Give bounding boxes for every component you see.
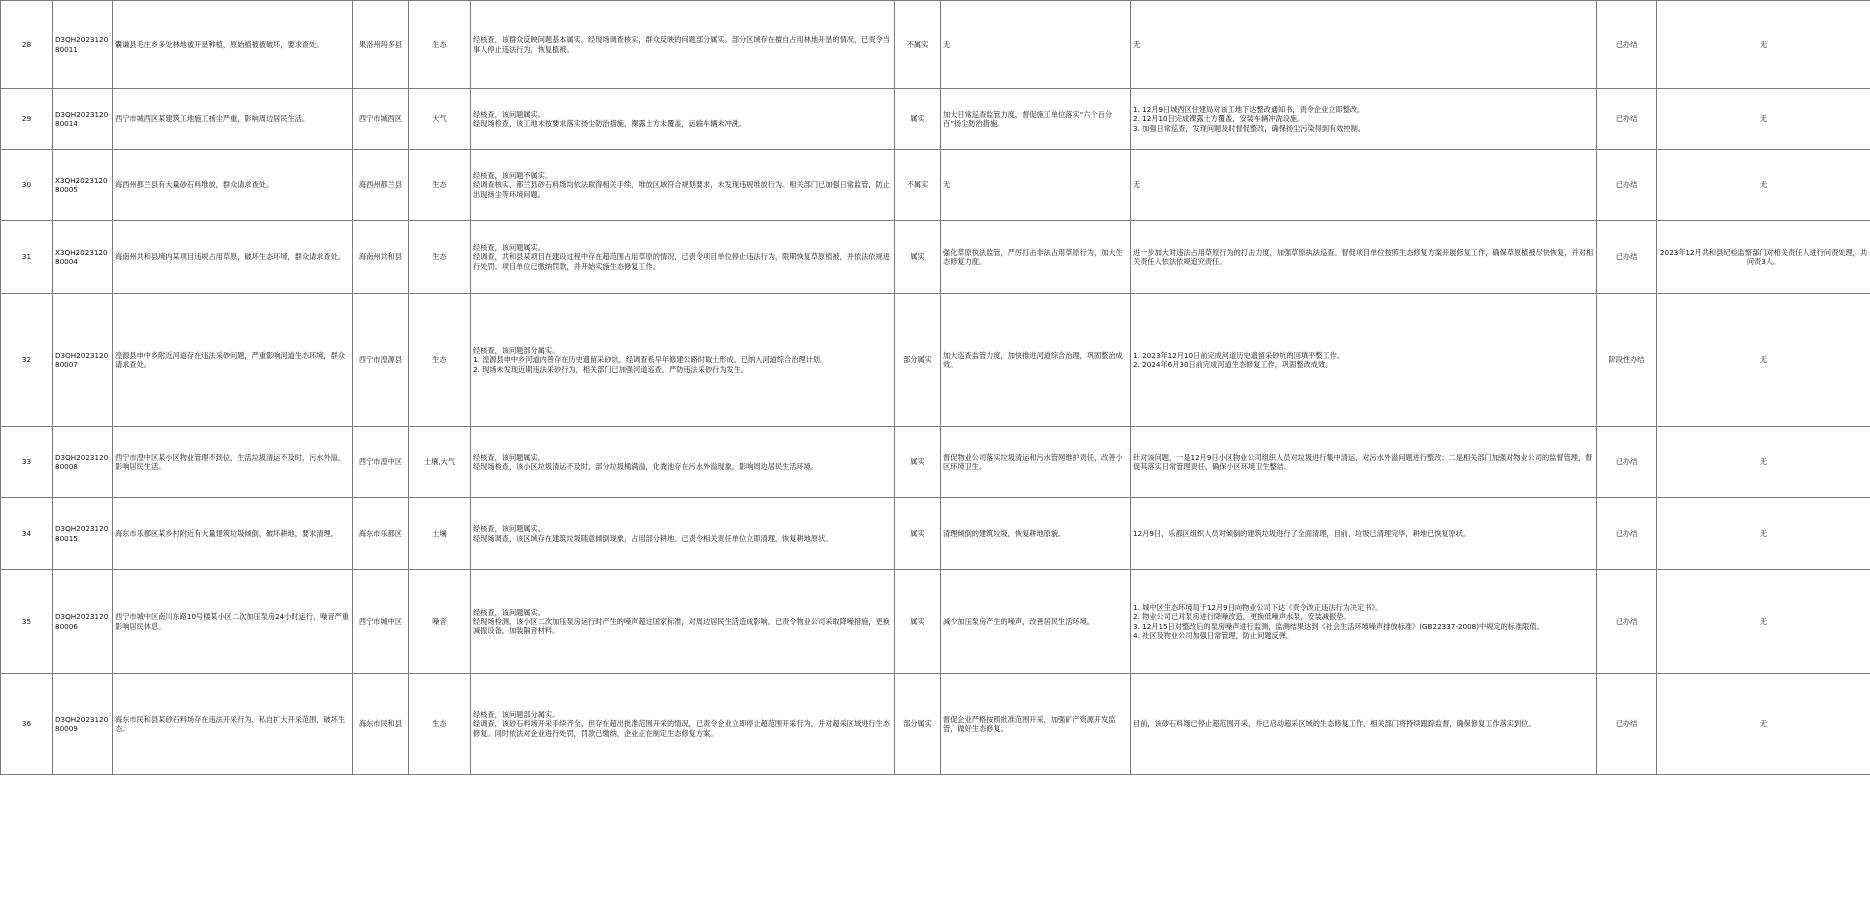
accountability (1657, 674, 1870, 775)
pollution-type-text: 土壤,大气 (423, 457, 456, 467)
accountability (1657, 294, 1870, 427)
case-status-text: 已办结 (1615, 719, 1638, 729)
pollution-type (409, 570, 471, 674)
accountability-text: 无 (1759, 719, 1768, 729)
rectification-measure-text: 加大巡查监管力度，加快推进河道综合治理，巩固整治成效。 (943, 350, 1123, 369)
region-text: 西宁市湟中区 (358, 457, 403, 467)
accountability-text: 无 (1759, 355, 1768, 365)
accountability-text: 无 (1759, 114, 1768, 124)
verdict-text: 属实 (910, 252, 925, 262)
pollution-type-text: 噪音 (432, 616, 447, 626)
case-status (1597, 674, 1657, 775)
table-row (1, 427, 1870, 498)
case-status (1597, 150, 1657, 221)
accountability-text: 无 (1759, 528, 1768, 538)
case-code-text: D3QH202312080009 (55, 714, 109, 733)
rectification-progress-text: 12月9日，乐都区组织人员对倾倒的建筑垃圾进行了全面清理，目前，垃圾已清理完毕，耕地已恢复原状。 (1133, 528, 1471, 538)
case-code (53, 674, 113, 775)
case-code (53, 570, 113, 674)
rectification-measure-text: 强化草原执法监管，严厉打击非法占用草原行为，加大生态修复力度。 (943, 247, 1123, 266)
region (353, 674, 409, 775)
case-code-text: D3QH202312080014 (55, 109, 109, 128)
verdict-text: 属实 (910, 528, 925, 538)
issue-description (113, 1, 353, 89)
rectification-progress-text: 进一步加大对违法占用草原行为的打击力度，加强草原执法巡查。督促项目单位按照生态修复方案开展修复工作，确保草原植被尽快恢复，并对相关责任人依法依规追究责任。 (1133, 247, 1594, 266)
accountability-text: 无 (1759, 616, 1768, 626)
table-row (1, 674, 1870, 775)
pollution-type-text: 土壤 (432, 528, 447, 538)
rectification-measure (941, 498, 1131, 570)
rectification-progress-text: 1. 城中区生态环境局于12月9日向物业公司下达《责令改正违法行为决定书》。 2. 物业公司已对泵房进行降噪改造，更换低噪声水泵，安装减振垫。 3. 12月15日对整改后的泵房噪声进行监测，监测结果达到《社会生活环境噪声排放标准》(GB22337-2008)中规定的标准限值。 4. 社区及物业公司加强日常管理，防止问题反弹。 (1133, 603, 1544, 640)
rectification-measure-text: 无 (943, 39, 951, 49)
case-status (1597, 570, 1657, 674)
rectification-progress-text: 无 (1133, 180, 1141, 190)
issue-description-text: 西宁市湟中区某小区物业管理不到位，生活垃圾清运不及时，污水外溢，影响居民生活。 (115, 452, 346, 471)
pollution-type (409, 498, 471, 570)
case-code-text: D3QH202312080006 (55, 612, 109, 631)
verdict-text: 属实 (910, 114, 925, 124)
row-number-text: 34 (21, 528, 32, 538)
table-row (1, 498, 1870, 570)
investigation-finding-text: 经核查，该问题属实。 经现场调查，该区域存在建筑垃圾随意倾倒现象，占用部分耕地。已责令相关责任单位立即清理，恢复耕地原状。 (473, 524, 833, 543)
rectification-progress (1131, 674, 1597, 775)
investigation-finding (471, 294, 895, 427)
case-code-text: D3QH202312080007 (55, 350, 109, 369)
pollution-type (409, 1, 471, 89)
case-code (53, 1, 113, 89)
accountability (1657, 1, 1870, 89)
investigation-finding-text: 经核查，该问题属实。 经现场检查，该工地未按要求落实扬尘防治措施，裸露土方未覆盖，运输车辆未冲洗。 (473, 109, 747, 128)
rectification-measure (941, 570, 1131, 674)
region (353, 1, 409, 89)
verdict (895, 150, 941, 221)
region-text: 西宁市湟源县 (358, 355, 403, 365)
region (353, 570, 409, 674)
investigation-finding (471, 674, 895, 775)
verdict-text: 属实 (910, 457, 925, 467)
issue-description-text: 海东市乐都区某乡村附近有大量建筑垃圾倾倒，破坏耕地，要求清理。 (115, 528, 338, 538)
row-number (1, 89, 53, 150)
rectification-progress (1131, 427, 1597, 498)
rectification-measure-text: 清理倾倒的建筑垃圾，恢复耕地原貌。 (943, 528, 1066, 538)
verdict-text: 属实 (910, 616, 925, 626)
rectification-measure (941, 221, 1131, 294)
region-text: 西宁市城中区 (358, 616, 403, 626)
row-number-text: 35 (21, 616, 32, 626)
issue-description (113, 221, 353, 294)
issue-description-text: 囊谦县毛庄乡多处林地被开垦种植，原始植被被破坏，要求查处。 (115, 39, 324, 49)
rectification-measure-text: 减少加压泵房产生的噪声，改善居民生活环境。 (943, 616, 1094, 626)
row-number (1, 150, 53, 221)
table-row (1, 294, 1870, 427)
verdict-text: 部分属实 (903, 355, 932, 365)
pollution-type-text: 生态 (432, 39, 447, 49)
rectification-measure (941, 294, 1131, 427)
verdict (895, 89, 941, 150)
region (353, 427, 409, 498)
rectification-progress-text: 针对该问题，一是12月9日小区物业公司组织人员对垃圾进行集中清运，对污水外溢问题进行整改；二是相关部门加强对物业公司的监督管理，督促其落实日常管理责任，确保小区环境卫生整洁。 (1133, 452, 1593, 471)
region (353, 221, 409, 294)
case-status (1597, 427, 1657, 498)
pollution-type-text: 大气 (432, 114, 447, 124)
pollution-type (409, 674, 471, 775)
case-code (53, 150, 113, 221)
rectification-progress (1131, 570, 1597, 674)
rectification-measure (941, 89, 1131, 150)
case-status-text: 已办结 (1615, 457, 1638, 467)
case-status (1597, 498, 1657, 570)
rectification-measure (941, 427, 1131, 498)
rectification-measure-text: 督促物业公司落实垃圾清运和污水管网维护责任，改善小区环境卫生。 (943, 452, 1123, 471)
row-number (1, 674, 53, 775)
row-number-text: 33 (21, 457, 32, 467)
row-number-text: 31 (21, 252, 32, 262)
rectification-progress (1131, 221, 1597, 294)
verdict (895, 221, 941, 294)
rectification-progress (1131, 150, 1597, 221)
pollution-type (409, 221, 471, 294)
accountability (1657, 221, 1870, 294)
region (353, 150, 409, 221)
region (353, 498, 409, 570)
case-status-text: 已办结 (1615, 180, 1638, 190)
pollution-type-text: 生态 (432, 252, 447, 262)
issue-description (113, 89, 353, 150)
investigation-finding (471, 89, 895, 150)
accountability (1657, 570, 1870, 674)
pollution-type (409, 427, 471, 498)
issue-description-text: 湟源县申中乡附近河道存在违法采砂问题，严重影响河道生态环境，群众请求查处。 (115, 350, 346, 369)
investigation-finding (471, 498, 895, 570)
table-row (1, 1, 1870, 89)
case-status (1597, 294, 1657, 427)
table-row (1, 570, 1870, 674)
rectification-measure-text: 督促企业严格按照批准范围开采，加强矿产资源开发监管，做好生态修复。 (943, 714, 1116, 733)
issue-description (113, 150, 353, 221)
pollution-type-text: 生态 (432, 180, 447, 190)
rectification-progress (1131, 294, 1597, 427)
case-status (1597, 89, 1657, 150)
row-number (1, 221, 53, 294)
case-code (53, 498, 113, 570)
accountability-text: 2023年12月共和县纪检监察部门对相关责任人进行问责处理，共问责3人。 (1659, 247, 1868, 266)
investigation-finding-text: 经核查，该问题不属实。 经调查核实，都兰县砂石料场均依法取得相关手续，堆放区域符合规划要求，未发现违规堆放行为。相关部门已加强日常监管，防止出现扬尘等环境问题。 (473, 171, 890, 199)
verdict (895, 674, 941, 775)
table-row (1, 221, 1870, 294)
investigation-finding-text: 经核查，该问题属实。 经现场检测，该小区二次加压泵房运行时产生的噪声超过国家标准，对周边居民生活造成影响。已责令物业公司采取降噪措施，更换减振设备，加装隔音材料。 (473, 607, 890, 636)
investigation-finding (471, 570, 895, 674)
investigation-finding (471, 1, 895, 89)
case-code-text: X3QH202312080004 (55, 247, 108, 266)
rectification-measure-text: 加大日常巡查监管力度，督促施工单位落实“六个百分百”扬尘防治措施。 (943, 109, 1113, 128)
region-text: 海南州共和县 (358, 252, 403, 262)
verdict-text: 不属实 (906, 180, 929, 190)
investigation-finding-text: 经核查，该问题部分属实。 经调查，该砂石料场开采手续齐全，但存在超出批准范围开采的情况，已责令企业立即停止超范围开采行为，并对超采区域进行生态修复。同时依法对企业进行处罚，罚款已缴纳，企业正在制定生态修复方案。 (473, 710, 890, 738)
rectification-measure-text: 无 (943, 180, 951, 190)
issue-description (113, 427, 353, 498)
investigation-finding-text: 经核查，该群众反映问题基本属实。经现场调查核实，群众反映的问题部分属实。部分区域存在擅自占用林地开垦的情况，已责令当事人停止违法行为，恢复植被。 (473, 35, 890, 54)
row-number (1, 498, 53, 570)
issue-description (113, 294, 353, 427)
rectification-progress-text: 无 (1133, 39, 1141, 49)
case-code-text: D3QH202312080011 (55, 35, 109, 54)
pollution-type (409, 294, 471, 427)
issue-description-text: 海西州都兰县有大量砂石料堆放，群众请求查处。 (115, 180, 274, 190)
accountability-text: 无 (1759, 39, 1768, 49)
case-status-text: 已办结 (1615, 39, 1638, 49)
investigation-finding-text: 经核查，该问题部分属实。 1. 湟源县申中乡河道内曾存在历史遗留采砂坑，经调查系早年修建公路时取土形成，已纳入河道综合治理计划。 2. 现场未发现近期违法采砂行为，相关部门已加强河道巡查，严防违法采砂行为发生。 (473, 346, 828, 374)
rectification-progress-text: 目前，该砂石料场已停止超范围开采，并已启动超采区域的生态修复工作，相关部门将持续跟踪监督，确保修复工作落实到位。 (1133, 719, 1536, 729)
rectification-progress (1131, 1, 1597, 89)
rectification-measure (941, 1, 1131, 89)
region (353, 294, 409, 427)
case-code (53, 427, 113, 498)
rectification-progress (1131, 89, 1597, 150)
row-number-text: 29 (21, 114, 32, 124)
pollution-type-text: 生态 (432, 355, 447, 365)
pollution-type-text: 生态 (432, 719, 447, 729)
investigation-finding-text: 经核查，该问题属实。 经现场检查，该小区垃圾清运不及时，部分垃圾桶满溢，化粪池存在污水外溢现象，影响周边居民生活环境。 (473, 452, 819, 471)
case-code (53, 221, 113, 294)
issue-description-text: 海南州共和县境内某项目违规占用草原，破坏生态环境，群众请求查处。 (115, 252, 346, 262)
verdict (895, 294, 941, 427)
case-status-text: 已办结 (1615, 252, 1638, 262)
verdict (895, 1, 941, 89)
issue-description (113, 570, 353, 674)
issue-description-text: 西宁市城中区南川东路10号楼某小区二次加压泵房24小时运行，噪音严重影响居民休息。 (115, 612, 349, 631)
region-text: 海西州都兰县 (358, 180, 403, 190)
row-number (1, 294, 53, 427)
pollution-type (409, 89, 471, 150)
issue-description (113, 674, 353, 775)
accountability-text: 无 (1759, 180, 1768, 190)
region-text: 海东市乐都区 (358, 528, 403, 538)
row-number (1, 427, 53, 498)
case-status-text: 阶段性办结 (1608, 355, 1645, 365)
case-status-text: 已办结 (1615, 616, 1638, 626)
pollution-type (409, 150, 471, 221)
issue-description-text: 西宁市城西区某建筑工地施工扬尘严重，影响周边居民生活。 (115, 114, 310, 124)
case-status-text: 已办结 (1615, 114, 1638, 124)
case-status (1597, 1, 1657, 89)
verdict-text: 不属实 (906, 39, 929, 49)
table-row (1, 89, 1870, 150)
region-text: 西宁市城西区 (358, 114, 403, 124)
case-status-text: 已办结 (1615, 528, 1638, 538)
row-number (1, 570, 53, 674)
issue-description (113, 498, 353, 570)
case-code-text: X3QH202312080005 (55, 175, 108, 194)
case-status (1597, 221, 1657, 294)
accountability (1657, 89, 1870, 150)
row-number-text: 30 (21, 180, 32, 190)
verdict-text: 部分属实 (903, 719, 932, 729)
rectification-progress (1131, 498, 1597, 570)
row-number (1, 1, 53, 89)
investigation-finding (471, 427, 895, 498)
case-code-text: D3QH202312080015 (55, 524, 109, 543)
accountability (1657, 498, 1870, 570)
region-text: 海东市民和县 (358, 719, 403, 729)
case-code-text: D3QH202312080008 (55, 452, 109, 471)
row-number-text: 28 (21, 39, 32, 49)
verdict (895, 498, 941, 570)
accountability (1657, 150, 1870, 221)
investigation-finding-text: 经核查，该问题属实。 经调查，共和县某项目在建设过程中存在超范围占用草原的情况，已责令项目单位停止违法行为，限期恢复草原植被，并依法依规进行处罚。项目单位已缴纳罚款，并开始实施生态修复工作。 (473, 243, 890, 271)
case-code (53, 89, 113, 150)
accountability (1657, 427, 1870, 498)
case-code (53, 294, 113, 427)
rectification-progress-text: 1. 2023年12月10日前完成河道历史遗留采砂坑的回填平整工作。 2. 2024年6月30日前完成河道生态修复工作，巩固整改成效。 (1133, 350, 1345, 369)
rectification-progress-text: 1. 12月9日城西区住建局对该工地下达整改通知书，责令企业立即整改。 2. 12月10日完成裸露土方覆盖，安装车辆冲洗设施。 3. 加强日常巡查，发现问题及时督促整改，确保扬尘污染得到有效控制。 (1133, 105, 1365, 133)
row-number-text: 36 (21, 719, 32, 729)
issue-description-text: 海东市民和县某砂石料场存在违法开采行为，私自扩大开采范围，破坏生态。 (115, 714, 346, 733)
row-number-text: 32 (21, 355, 32, 365)
accountability-text: 无 (1759, 457, 1768, 467)
investigation-finding (471, 150, 895, 221)
verdict (895, 427, 941, 498)
investigation-finding (471, 221, 895, 294)
region-text: 果洛州玛多县 (358, 39, 403, 49)
rectification-measure (941, 674, 1131, 775)
rectification-measure (941, 150, 1131, 221)
region (353, 89, 409, 150)
table-row (1, 150, 1870, 221)
verdict (895, 570, 941, 674)
